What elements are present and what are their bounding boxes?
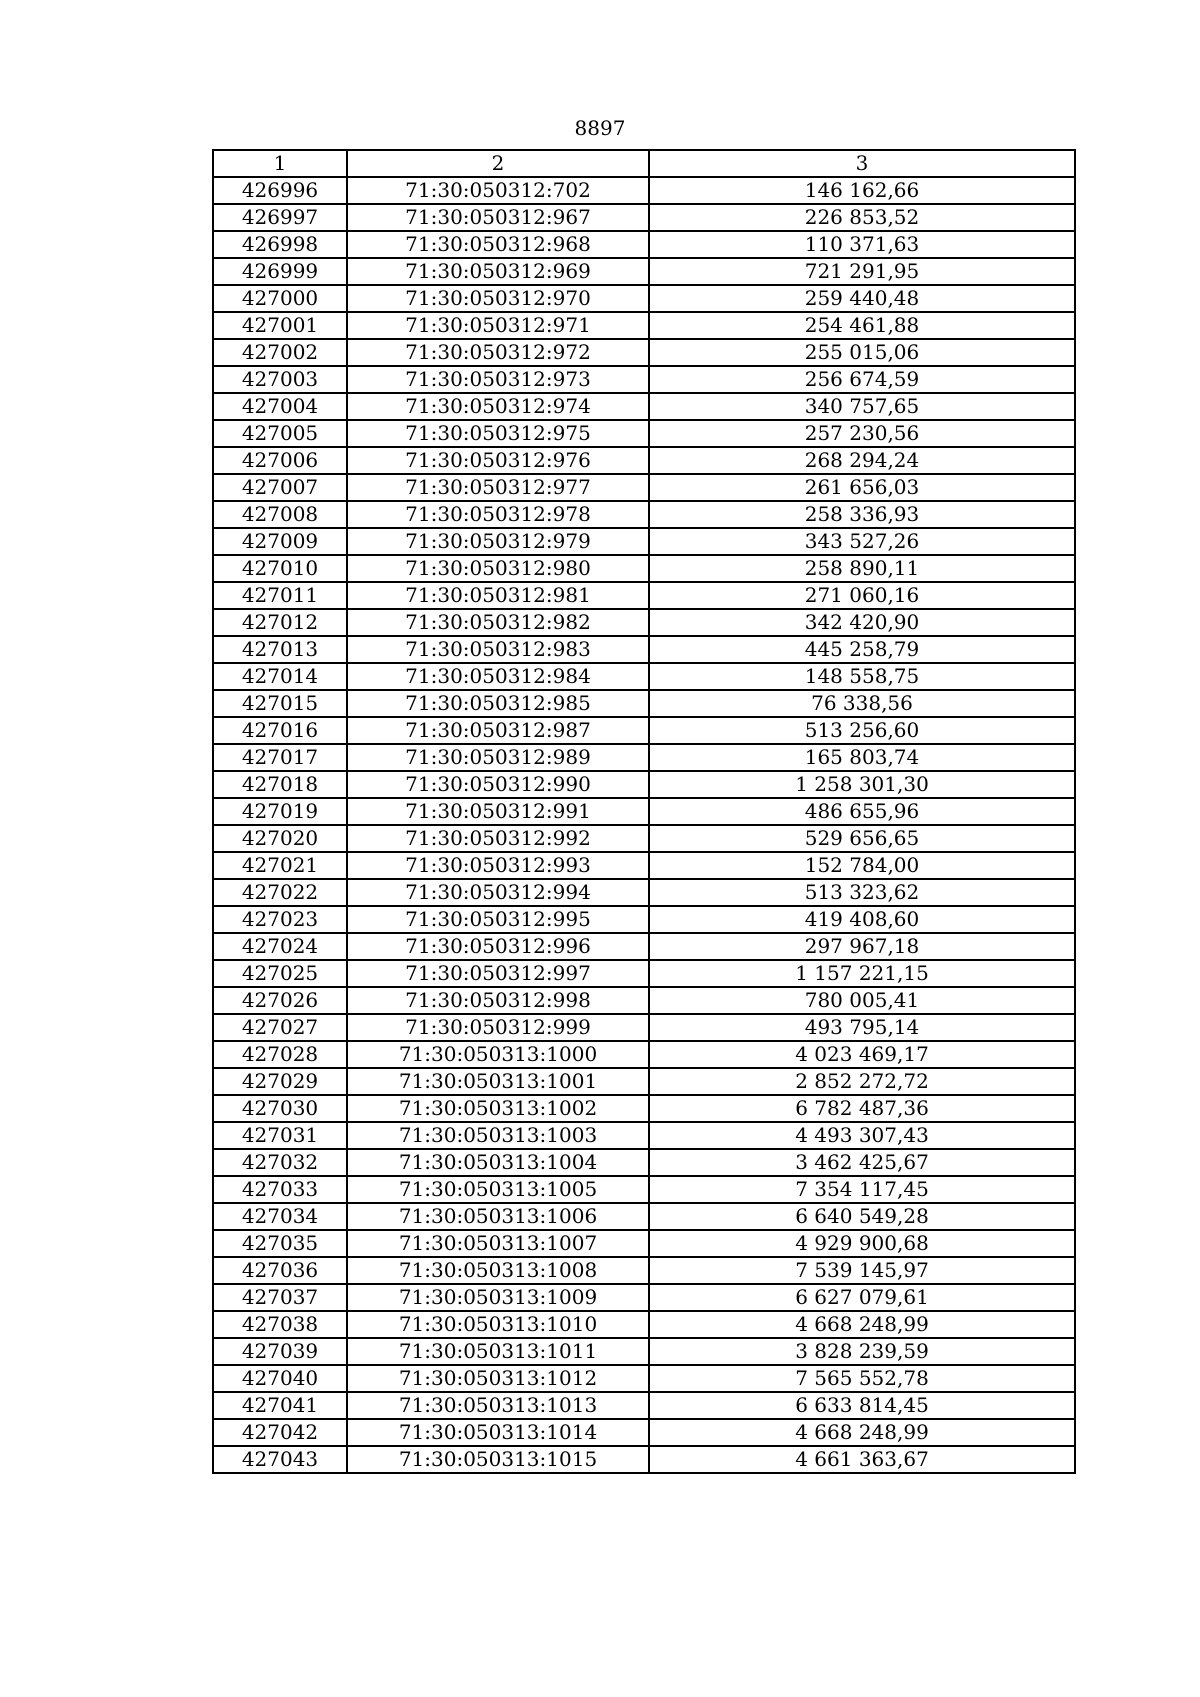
cadastral-number-cell: 71:30:050312:969 [347, 258, 649, 285]
row-number-cell: 427018 [213, 771, 347, 798]
cadastral-value-cell: 4 929 900,68 [649, 1230, 1075, 1257]
table-row [213, 798, 1075, 825]
cadastral-number-cell: 71:30:050312:993 [347, 852, 649, 879]
table-row [213, 879, 1075, 906]
row-number-cell: 427033 [213, 1176, 347, 1203]
cadastral-value-cell: 445 258,79 [649, 636, 1075, 663]
cadastral-number-cell: 71:30:050312:984 [347, 663, 649, 690]
cadastral-number-cell: 71:30:050312:978 [347, 501, 649, 528]
row-number-cell: 427025 [213, 960, 347, 987]
table-row [213, 582, 1075, 609]
cadastral-value-cell: 4 493 307,43 [649, 1122, 1075, 1149]
cadastral-number-cell: 71:30:050313:1000 [347, 1041, 649, 1068]
table-row [213, 609, 1075, 636]
cadastral-value-cell: 3 828 239,59 [649, 1338, 1075, 1365]
cadastral-number-cell: 71:30:050312:982 [347, 609, 649, 636]
cadastral-value-cell: 256 674,59 [649, 366, 1075, 393]
cadastral-value-cell: 257 230,56 [649, 420, 1075, 447]
cadastral-number-cell: 71:30:050312:979 [347, 528, 649, 555]
row-number-cell: 427000 [213, 285, 347, 312]
table-row [213, 285, 1075, 312]
row-number-cell: 427013 [213, 636, 347, 663]
cadastral-value-cell: 152 784,00 [649, 852, 1075, 879]
table-row [213, 1257, 1075, 1284]
table-row [213, 1284, 1075, 1311]
cadastral-number-cell: 71:30:050312:973 [347, 366, 649, 393]
cadastral-value-cell: 419 408,60 [649, 906, 1075, 933]
table-row [213, 204, 1075, 231]
cadastral-number-cell: 71:30:050313:1009 [347, 1284, 649, 1311]
cadastral-number-cell: 71:30:050312:992 [347, 825, 649, 852]
cadastral-number-cell: 71:30:050313:1003 [347, 1122, 649, 1149]
row-number-cell: 427016 [213, 717, 347, 744]
row-number-cell: 427004 [213, 393, 347, 420]
cadastral-value-cell: 6 633 814,45 [649, 1392, 1075, 1419]
table-row [213, 1149, 1075, 1176]
cadastral-value-cell: 255 015,06 [649, 339, 1075, 366]
cadastral-number-cell: 71:30:050312:996 [347, 933, 649, 960]
table-row [213, 933, 1075, 960]
cadastral-value-cell: 7 354 117,45 [649, 1176, 1075, 1203]
row-number-cell: 427009 [213, 528, 347, 555]
header-cell-2: 2 [347, 150, 649, 177]
table-row [213, 717, 1075, 744]
row-number-cell: 426999 [213, 258, 347, 285]
cadastral-value-cell: 6 627 079,61 [649, 1284, 1075, 1311]
cadastral-value-cell: 6 782 487,36 [649, 1095, 1075, 1122]
cadastral-value-cell: 4 668 248,99 [649, 1311, 1075, 1338]
row-number-cell: 427036 [213, 1257, 347, 1284]
table-row [213, 1041, 1075, 1068]
cadastral-value-cell: 343 527,26 [649, 528, 1075, 555]
table-row [213, 690, 1075, 717]
header-cell-1: 1 [213, 150, 347, 177]
cadastral-number-cell: 71:30:050313:1008 [347, 1257, 649, 1284]
cadastral-value-cell: 271 060,16 [649, 582, 1075, 609]
cadastral-number-cell: 71:30:050312:989 [347, 744, 649, 771]
table-row [213, 1230, 1075, 1257]
row-number-cell: 427002 [213, 339, 347, 366]
cadastral-number-cell: 71:30:050312:985 [347, 690, 649, 717]
cadastral-value-cell: 165 803,74 [649, 744, 1075, 771]
table-row [213, 339, 1075, 366]
table-row [213, 555, 1075, 582]
cadastral-number-cell: 71:30:050313:1002 [347, 1095, 649, 1122]
cadastral-number-cell: 71:30:050313:1014 [347, 1419, 649, 1446]
row-number-cell: 427019 [213, 798, 347, 825]
row-number-cell: 427037 [213, 1284, 347, 1311]
cadastral-number-cell: 71:30:050312:997 [347, 960, 649, 987]
row-number-cell: 427031 [213, 1122, 347, 1149]
row-number-cell: 427010 [213, 555, 347, 582]
row-number-cell: 427035 [213, 1230, 347, 1257]
table-row [213, 906, 1075, 933]
table-row [213, 258, 1075, 285]
cadastral-number-cell: 71:30:050313:1011 [347, 1338, 649, 1365]
cadastral-value-cell: 4 668 248,99 [649, 1419, 1075, 1446]
table-body [213, 150, 1075, 1473]
table-row [213, 1311, 1075, 1338]
table-row [213, 825, 1075, 852]
row-number-cell: 427014 [213, 663, 347, 690]
table-row [213, 393, 1075, 420]
row-number-cell: 427022 [213, 879, 347, 906]
table-row [213, 474, 1075, 501]
cadastral-value-cell: 268 294,24 [649, 447, 1075, 474]
cadastral-number-cell: 71:30:050312:972 [347, 339, 649, 366]
cadastral-number-cell: 71:30:050312:967 [347, 204, 649, 231]
cadastral-number-cell: 71:30:050313:1004 [347, 1149, 649, 1176]
row-number-cell: 427043 [213, 1446, 347, 1473]
row-number-cell: 427003 [213, 366, 347, 393]
cadastral-number-cell: 71:30:050312:999 [347, 1014, 649, 1041]
table-row [213, 312, 1075, 339]
row-number-cell: 426998 [213, 231, 347, 258]
row-number-cell: 427015 [213, 690, 347, 717]
cadastral-value-cell: 3 462 425,67 [649, 1149, 1075, 1176]
row-number-cell: 426996 [213, 177, 347, 204]
cadastral-number-cell: 71:30:050312:983 [347, 636, 649, 663]
page-number: 8897 [574, 116, 626, 140]
row-number-cell: 427007 [213, 474, 347, 501]
cadastral-value-cell: 1 258 301,30 [649, 771, 1075, 798]
row-number-cell: 427032 [213, 1149, 347, 1176]
row-number-cell: 427011 [213, 582, 347, 609]
cadastral-value-cell: 340 757,65 [649, 393, 1075, 420]
row-number-cell: 427042 [213, 1419, 347, 1446]
cadastral-value-cell: 2 852 272,72 [649, 1068, 1075, 1095]
row-number-cell: 427024 [213, 933, 347, 960]
table-row [213, 1122, 1075, 1149]
row-number-cell: 426997 [213, 204, 347, 231]
cadastral-number-cell: 71:30:050312:971 [347, 312, 649, 339]
cadastral-value-cell: 226 853,52 [649, 204, 1075, 231]
row-number-cell: 427041 [213, 1392, 347, 1419]
table-row [213, 177, 1075, 204]
cadastral-number-cell: 71:30:050313:1010 [347, 1311, 649, 1338]
cadastral-number-cell: 71:30:050313:1015 [347, 1446, 649, 1473]
cadastral-number-cell: 71:30:050313:1005 [347, 1176, 649, 1203]
header-cell-3: 3 [649, 150, 1075, 177]
cadastral-value-cell: 259 440,48 [649, 285, 1075, 312]
cadastral-value-cell: 513 256,60 [649, 717, 1075, 744]
table-row [213, 1203, 1075, 1230]
row-number-cell: 427020 [213, 825, 347, 852]
cadastral-number-cell: 71:30:050312:994 [347, 879, 649, 906]
table-row [213, 852, 1075, 879]
cadastral-number-cell: 71:30:050312:970 [347, 285, 649, 312]
table-row [213, 663, 1075, 690]
cadastral-number-cell: 71:30:050312:968 [347, 231, 649, 258]
cadastral-value-cell: 258 336,93 [649, 501, 1075, 528]
table-row [213, 1446, 1075, 1473]
cadastral-value-cell: 146 162,66 [649, 177, 1075, 204]
cadastral-value-cell: 7 565 552,78 [649, 1365, 1075, 1392]
table-row [213, 1176, 1075, 1203]
row-number-cell: 427021 [213, 852, 347, 879]
cadastral-value-cell: 780 005,41 [649, 987, 1075, 1014]
row-number-cell: 427026 [213, 987, 347, 1014]
row-number-cell: 427006 [213, 447, 347, 474]
cadastral-value-cell: 297 967,18 [649, 933, 1075, 960]
table-row [213, 231, 1075, 258]
cadastral-number-cell: 71:30:050312:991 [347, 798, 649, 825]
row-number-cell: 427027 [213, 1014, 347, 1041]
cadastral-number-cell: 71:30:050312:976 [347, 447, 649, 474]
table-row [213, 447, 1075, 474]
cadastral-value-cell: 261 656,03 [649, 474, 1075, 501]
table-row [213, 1338, 1075, 1365]
cadastral-value-cell: 529 656,65 [649, 825, 1075, 852]
cadastral-number-cell: 71:30:050312:998 [347, 987, 649, 1014]
table-row [213, 1419, 1075, 1446]
table-row [213, 1365, 1075, 1392]
cadastral-value-cell: 493 795,14 [649, 1014, 1075, 1041]
row-number-cell: 427017 [213, 744, 347, 771]
row-number-cell: 427029 [213, 1068, 347, 1095]
table-row [213, 420, 1075, 447]
cadastral-number-cell: 71:30:050313:1013 [347, 1392, 649, 1419]
cadastral-number-cell: 71:30:050312:981 [347, 582, 649, 609]
cadastral-value-cell: 513 323,62 [649, 879, 1075, 906]
table-row [213, 960, 1075, 987]
cadastral-value-cell: 4 661 363,67 [649, 1446, 1075, 1473]
table-row [213, 501, 1075, 528]
row-number-cell: 427039 [213, 1338, 347, 1365]
row-number-cell: 427001 [213, 312, 347, 339]
cadastral-value-cell: 486 655,96 [649, 798, 1075, 825]
cadastral-value-table [212, 149, 1076, 1474]
table-row [213, 744, 1075, 771]
row-number-cell: 427038 [213, 1311, 347, 1338]
table-row [213, 1068, 1075, 1095]
table-row [213, 636, 1075, 663]
table-row [213, 1014, 1075, 1041]
cadastral-value-cell: 342 420,90 [649, 609, 1075, 636]
table-row [213, 1392, 1075, 1419]
cadastral-value-cell: 258 890,11 [649, 555, 1075, 582]
row-number-cell: 427034 [213, 1203, 347, 1230]
cadastral-value-cell: 4 023 469,17 [649, 1041, 1075, 1068]
table-header-row [213, 150, 1075, 177]
cadastral-value-cell: 721 291,95 [649, 258, 1075, 285]
cadastral-number-cell: 71:30:050313:1007 [347, 1230, 649, 1257]
table-row [213, 1095, 1075, 1122]
cadastral-number-cell: 71:30:050313:1012 [347, 1365, 649, 1392]
cadastral-value-cell: 76 338,56 [649, 690, 1075, 717]
cadastral-value-cell: 6 640 549,28 [649, 1203, 1075, 1230]
cadastral-number-cell: 71:30:050313:1006 [347, 1203, 649, 1230]
cadastral-number-cell: 71:30:050312:990 [347, 771, 649, 798]
table-row [213, 366, 1075, 393]
row-number-cell: 427030 [213, 1095, 347, 1122]
cadastral-value-cell: 110 371,63 [649, 231, 1075, 258]
cadastral-number-cell: 71:30:050312:987 [347, 717, 649, 744]
row-number-cell: 427023 [213, 906, 347, 933]
table-row [213, 771, 1075, 798]
cadastral-number-cell: 71:30:050312:977 [347, 474, 649, 501]
cadastral-number-cell: 71:30:050312:995 [347, 906, 649, 933]
cadastral-value-cell: 254 461,88 [649, 312, 1075, 339]
cadastral-value-cell: 148 558,75 [649, 663, 1075, 690]
table-row [213, 528, 1075, 555]
row-number-cell: 427005 [213, 420, 347, 447]
cadastral-number-cell: 71:30:050312:974 [347, 393, 649, 420]
row-number-cell: 427040 [213, 1365, 347, 1392]
row-number-cell: 427012 [213, 609, 347, 636]
row-number-cell: 427028 [213, 1041, 347, 1068]
cadastral-value-cell: 1 157 221,15 [649, 960, 1075, 987]
table-row [213, 987, 1075, 1014]
cadastral-number-cell: 71:30:050312:975 [347, 420, 649, 447]
cadastral-value-cell: 7 539 145,97 [649, 1257, 1075, 1284]
cadastral-number-cell: 71:30:050312:980 [347, 555, 649, 582]
cadastral-number-cell: 71:30:050313:1001 [347, 1068, 649, 1095]
row-number-cell: 427008 [213, 501, 347, 528]
cadastral-number-cell: 71:30:050312:702 [347, 177, 649, 204]
